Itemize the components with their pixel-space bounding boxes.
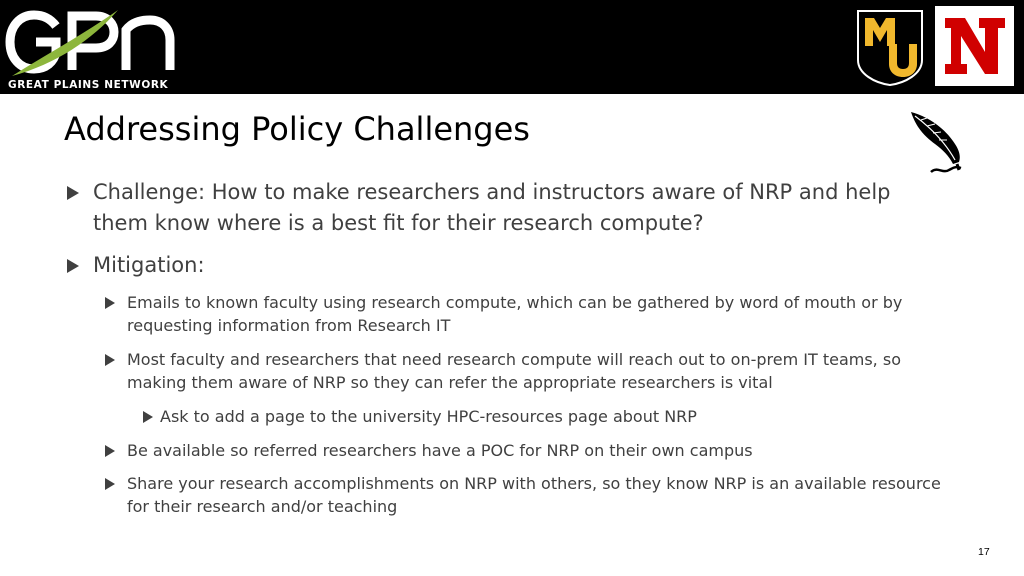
triangle-bullet-icon — [67, 186, 79, 200]
header-bar — [0, 0, 1024, 94]
gpn-logo-subtitle: GREAT PLAINS NETWORK — [8, 79, 169, 91]
triangle-bullet-icon — [105, 478, 115, 490]
bullet-challenge: Challenge: How to make researchers and instructors aware of NRP and help them know where is a best fit for their research compute? — [93, 180, 891, 235]
sub-bullet-share: Share your research accomplishments on NRP with others, so they know NRP is an available resource for their research and/or teaching — [127, 474, 941, 516]
sub-bullet-poc: Be available so referred researchers have a POC for NRP on their own campus — [127, 441, 753, 460]
gpn-letters-graphic — [4, 6, 176, 78]
nebraska-logo — [935, 6, 1014, 86]
quill-pen-icon — [905, 108, 967, 176]
mizzou-logo — [855, 8, 925, 86]
page-number: 17 — [978, 546, 990, 558]
sub-bullet-emails: Emails to known faculty using research compute, which can be gathered by word of mouth or by requesting information from Research IT — [127, 293, 903, 335]
slide-title: Addressing Policy Challenges — [64, 110, 530, 148]
sub-bullet-on-prem: Most faculty and researchers that need research compute will reach out to on-prem IT teams, so making them aware of NRP so they can refer the appropriate researchers is vital — [127, 350, 901, 392]
sub-sub-bullet-hpc-page: Ask to add a page to the university HPC-resources page about NRP — [160, 407, 697, 426]
triangle-bullet-icon — [105, 297, 115, 309]
triangle-bullet-icon — [143, 411, 153, 423]
triangle-bullet-icon — [67, 259, 79, 273]
gpn-logo — [4, 6, 176, 92]
nebraska-n-graphic — [935, 6, 1014, 86]
bullet-mitigation: Mitigation: — [93, 253, 205, 277]
triangle-bullet-icon — [105, 354, 115, 366]
triangle-bullet-icon — [105, 445, 115, 457]
